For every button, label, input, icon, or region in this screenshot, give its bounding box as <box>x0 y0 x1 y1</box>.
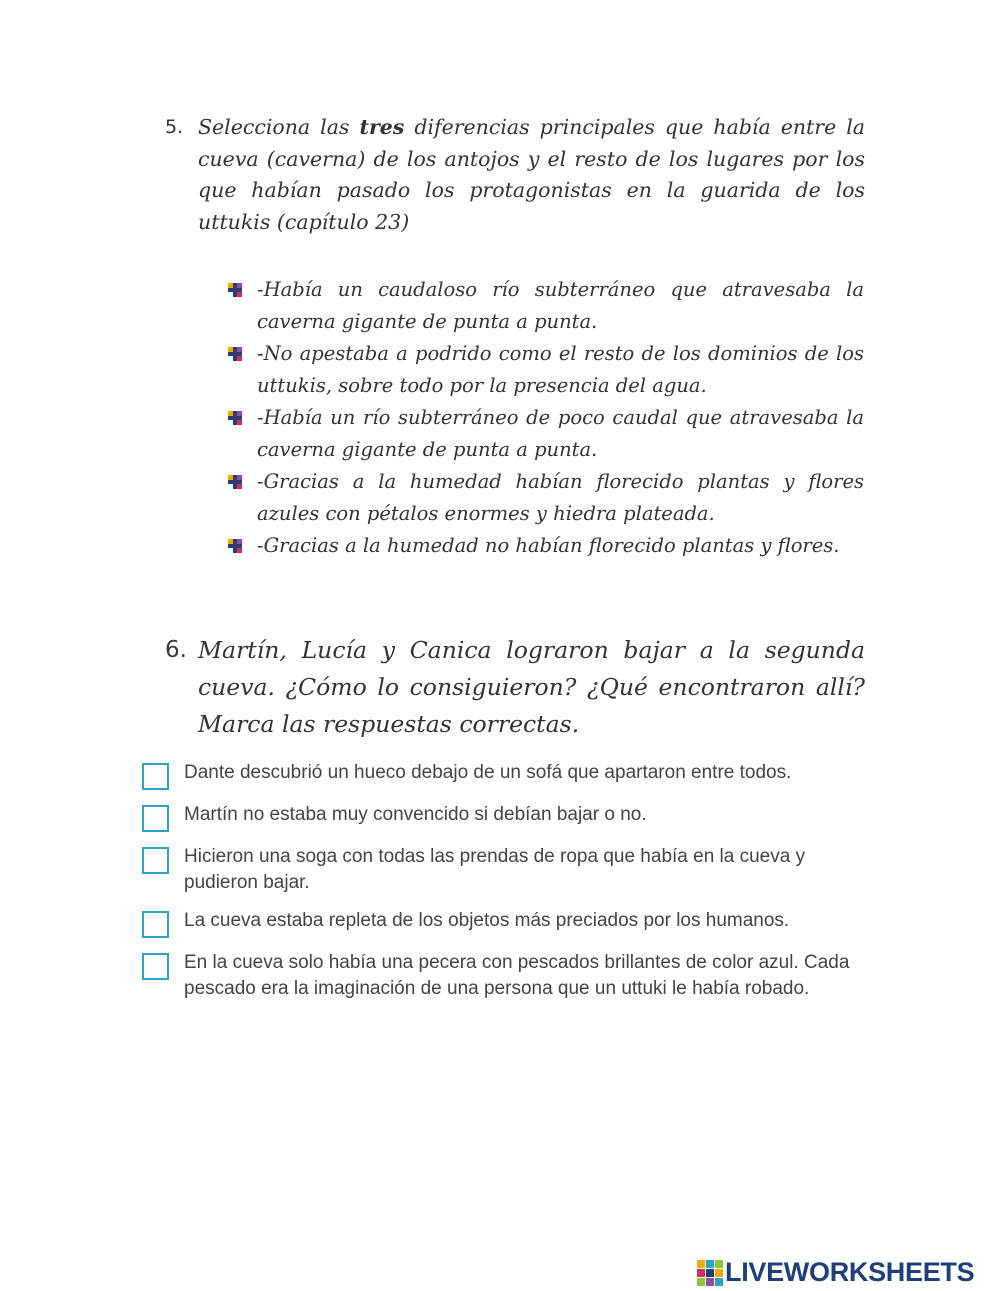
brand-name: LIVEWORKSHEETS <box>725 1257 975 1287</box>
question-number: 5. <box>165 116 184 138</box>
liveworksheets-logo-icon <box>697 1260 723 1286</box>
option-text: Martín no estaba muy convencido si debían bajar o no. <box>184 804 647 825</box>
option-text: -No apestaba a podrido como el resto de los dominios de los uttukis, sobre todo por la presencia del agua. <box>257 342 864 397</box>
question-5 <box>165 112 865 238</box>
plus-bullet-icon <box>228 411 242 425</box>
option-text: Hicieron una soga con todas las prendas de ropa que había en la cueva y pudieron bajar. <box>184 846 806 893</box>
plus-bullet-icon <box>228 283 242 297</box>
option-text: -Gracias a la humedad habían florecido plantas y flores azules con pétalos enormes y hiedra plateada. <box>257 470 864 525</box>
option-text: La cueva estaba repleta de los objetos más preciados por los humanos. <box>184 910 790 931</box>
checkbox-option <box>142 950 872 1002</box>
question-text: Selecciona las tres diferencias principales que había entre la cueva (caverna) de los antojos y el resto de los lugares por los que habían pasado los protagonistas en la guarida de los uttukis (capítulo 23) <box>198 115 866 234</box>
question-number: 6. <box>165 637 187 663</box>
answer-option[interactable] <box>224 466 864 529</box>
option-text: -Gracias a la humedad no habían florecido plantas y flores. <box>257 534 840 557</box>
option-text: Dante descubrió un hueco debajo de un sofá que apartaron entre todos. <box>184 762 792 783</box>
answer-option[interactable] <box>224 338 864 401</box>
answer-option[interactable] <box>224 530 864 562</box>
plus-bullet-icon <box>228 475 242 489</box>
checkbox[interactable] <box>142 847 169 874</box>
question-6 <box>165 632 865 743</box>
checkbox-option <box>142 844 872 896</box>
checkbox[interactable] <box>142 805 169 832</box>
checkbox[interactable] <box>142 953 169 980</box>
checkbox-option <box>142 802 872 832</box>
answer-option[interactable] <box>224 274 864 337</box>
plus-bullet-icon <box>228 347 242 361</box>
question-5-options <box>224 274 864 562</box>
liveworksheets-logo[interactable] <box>697 1257 974 1288</box>
checkbox-option <box>142 908 872 938</box>
plus-bullet-icon <box>228 539 242 553</box>
checkbox-option <box>142 760 872 790</box>
answer-option[interactable] <box>224 402 864 465</box>
option-text: -Había un río subterráneo de poco caudal que atravesaba la caverna gigante de punta a punta. <box>257 406 864 461</box>
option-text: En la cueva solo había una pecera con pescados brillantes de color azul. Cada pescado era la imaginación de una persona que un uttuki le había robado. <box>184 952 850 999</box>
checkbox[interactable] <box>142 763 169 790</box>
question-6-options <box>142 760 872 1002</box>
checkbox[interactable] <box>142 911 169 938</box>
emphasis-word: tres <box>359 115 405 139</box>
question-text: Martín, Lucía y Canica lograron bajar a la segunda cueva. ¿Cómo lo consiguieron? ¿Qué encontraron allí? Marca las respuestas correctas. <box>198 636 865 738</box>
option-text: -Había un caudaloso río subterráneo que atravesaba la caverna gigante de punta a punta. <box>257 278 864 333</box>
